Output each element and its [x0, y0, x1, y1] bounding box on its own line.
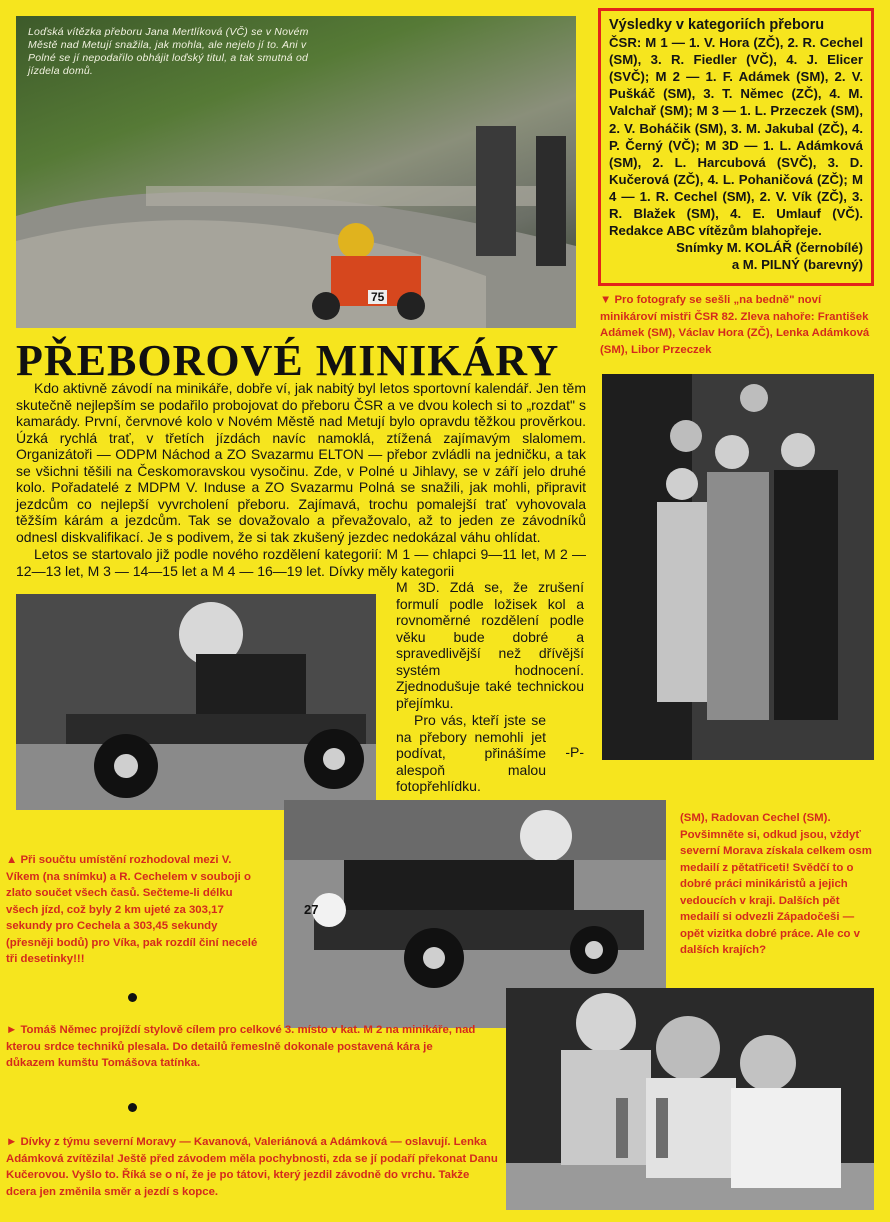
caption-vik-cechel: ▲ Při součtu umístění rozhodoval mezi V. Víkem (na snímku) a R. Cechelem v souboji o zlato součet všech časů. Sečteme-li délku všech jízd, což byly 2 km ujeté za 303,17 sekundy pro Cechela a 303,45 sekundy (přesněji bodů) pro Víka, pak rozdíl činí necelé tři desetinky!!! [6, 854, 258, 965]
kart-number-75: 75 [368, 290, 387, 304]
article-paragraph-4: Pro vás, kteří jste se na přebory nemohli jet podívat, přinášíme alespoň malou fotopřehlídku. [396, 712, 546, 794]
article-title: PŘEBOROVÉ MINIKÁRY [16, 336, 560, 385]
photo-kart-vik [16, 594, 376, 810]
kart-number-27: 27 [304, 902, 319, 917]
photo-team-champions-scene [602, 374, 874, 760]
caption-team-photo-continued: (SM), Radovan Cechel (SM). Povšimněte si, odkud jsou, vždyť severní Morava získala celkem osm medailí z pětatřiceti! Svědčí to o dobré práci minikáristů a jejich vedoucích v kraji. Dalších pět medailí si odvezli Západočeši — opět vizitka dobré práce. Ale co v dalších krajích? [680, 812, 872, 956]
photo-credit-bw: Snímky M. KOLÁŘ (černobílé) [676, 240, 863, 256]
photo-team-champions [602, 374, 874, 760]
bullet-dot-2 [128, 1103, 137, 1112]
photo-girls-celebrating-scene [506, 988, 874, 1210]
bullet-dot-1 [128, 993, 137, 1002]
photo1-caption: Loďská vítězka přeboru Jana Mertlíková (VČ) se v Novém Městě nad Metují snažila, jak mohla, ale nejelo jí to. Ani v Polné se jí nepodařilo obhájit loďský titul, a tak smutná od jízdela domů. [28, 26, 309, 77]
photo-credit-color: a M. PILNÝ (barevný) [731, 257, 863, 273]
article-paragraph-2: Letos se startovalo již podle nového rozdělení kategorií: M 1 — chlapci 9—11 let, M 2 — 12—13 let, M 3 — 14—15 let a M 4 — 16—19 let. Dívky měly kategorii [16, 546, 586, 579]
caption-nemec: ► Tomáš Němec projíždí stylově cílem pro celkové 3. místo v kat. M 2 na minikáře, nad kterou srdce techniků plesala. Do detailů řemeslně dokonale postavená kára je důkazem kumštu Tomášova tatínka. [6, 1024, 476, 1069]
photo-girls-celebrating [506, 988, 874, 1210]
caption-team-photo: ▼ Pro fotografy se sešli „na bedně" noví minikároví mistři ČSR 82. Zleva nahoře: František Adámek (SM), Václav Hora (ZČ), Lenka Adámková (SM), Libor Przeczek [600, 294, 870, 356]
results-list: ČSR: M 1 — 1. V. Hora (ZČ), 2. R. Cechel (SM), 3. R. Fiedler (VČ), 4. J. Elicer (SVČ); M 2 — 1. F. Adámek (SM), 2. V. Puškáč (SM), 3. T. Němec (ZČ), 4. M. Valchař (SM); M 3 — 1. L. Przeczek (SM), 2. V. Boháčik (SM), 3. M. Jakubal (ZČ), 4. P. Černý (VČ); M 3D — 1. L. Adámková (SM), 2. L. Harcubová (SVČ), 3. D. Kučerová (ZČ), 4. L. Pohaničová (ZČ); M 4 — 1. R. Cechel (SM), 2. V. Vík (ZČ), 3. R. Blažek (SM), 4. E. Umlauf (VČ). Redakce ABC vítězům blahopřeje. [609, 35, 863, 239]
caption-girls-team: ► Dívky z týmu severní Moravy — Kavanová, Valeriánová a Adámková — oslavují. Lenka Adámková zvítězila! Ještě před závodem měla pochybnosti, zda se jí podaří překonat Danu Kučerovou. Vyšlo to. Říká se o ní, že je po tátovi, který jezdil závodně do vrchu. Takže dcera jen změnila směr a jezdí s kopce. [6, 1136, 498, 1198]
photo-race-track [16, 16, 576, 328]
article-paragraph-3: M 3D. Zdá se, že zrušení formulí podle ložisek kol a rovnoměrné rozdělení podle věku bude dobré a spravedlivější než dřívější systém hodnocení. Zjednodušuje také technickou přejímku. [396, 579, 584, 711]
article-signature: -P- [565, 744, 584, 760]
article-paragraph-1: Kdo aktivně závodí na minikáře, dobře ví, jak nabitý byl letos sportovní kalendář. Jen těm skutečně nejlepším se podařilo probojovat do přeboru ČSR a ve dvou kolech si to „rozdat" s kamarády. První, červnové kolo v Novém Městě nad Metují bylo opravdu těžkou prověrkou. Úzká rychlá trať, v třetích jízdách navíc namoklá, ztížená zajímavým slalomem. Organizátoři — ODPM Náchod a ZO Svazarmu ELTON — přebor zvládli na jedničku, a tak se všichni těšili na Českomoravskou vysočinu. Zde, v Polné u Jihlavy, se v září jelo druhé kolo. Pořadatelé z MDPM V. Induse a ZO Svazarmu Polná se snažili, jak mohli, připravit jezdcům co nejlepší vyvrcholení přeboru. Zajímavá, trochu pomalejší trať vyhovovala těžším kárám a jezdcům. Tak se dovažovalo a převažovalo, až to jeden ze závodníků odnesl diskvalifikací. Je s podivem, že si tak zkušený jezdec nedokázal váhu ohlídat. [16, 380, 586, 545]
results-heading: Výsledky v kategoriích přeboru [609, 17, 825, 33]
results-box [598, 8, 874, 286]
photo-kart-vik-scene [16, 594, 376, 810]
